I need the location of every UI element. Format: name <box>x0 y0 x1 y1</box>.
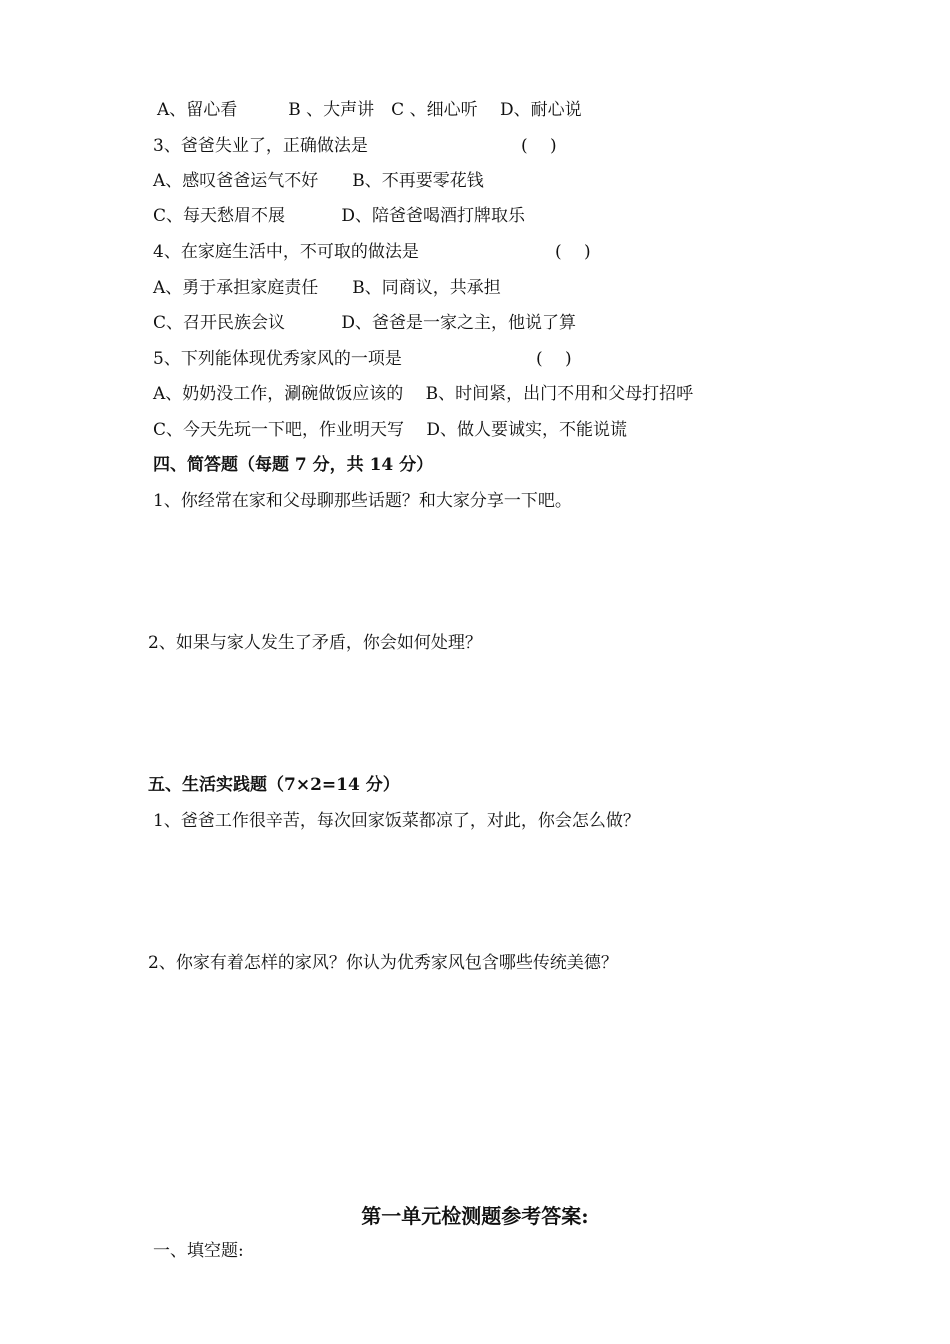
q5-options-cd: C、今天先玩一下吧，作业明天写 D、做人要诚实，不能说谎 <box>153 420 628 440</box>
q4-options-ab: A、勇于承担家庭责任 B、同商议，共承担 <box>153 278 501 298</box>
answers-title: 第一单元检测题参考答案: <box>361 1204 589 1228</box>
q2-options: A、留心看 B 、大声讲 C 、细心听 D、耐心说 <box>157 100 582 120</box>
answers-subsection-1: 一、填空题: <box>153 1241 244 1261</box>
q3-answer-blank: ( ) <box>521 136 557 156</box>
q5-answer-blank: ( ) <box>536 349 572 369</box>
section4-q1: 1、你经常在家和父母聊那些话题？和大家分享一下吧。 <box>153 491 572 511</box>
q5-options-ab: A、奶奶没工作，涮碗做饭应该的 B、时间紧，出门不用和父母打招呼 <box>153 384 694 404</box>
q4-options-cd: C、召开民族会议 D、爸爸是一家之主，他说了算 <box>153 313 577 333</box>
section5-q2: 2、你家有着怎样的家风？你认为优秀家风包含哪些传统美德？ <box>148 953 618 973</box>
q3-options-cd: C、每天愁眉不展 D、陪爸爸喝酒打牌取乐 <box>153 206 526 226</box>
section5-title: 五、生活实践题（7×2=14 分） <box>148 775 400 795</box>
section5-q1: 1、爸爸工作很辛苦，每次回家饭菜都凉了，对此，你会怎么做？ <box>153 811 640 831</box>
q3-stem: 3、爸爸失业了，正确做法是 <box>153 136 368 156</box>
section4-q2: 2、如果与家人发生了矛盾，你会如何处理？ <box>148 633 482 653</box>
q4-answer-blank: ( ) <box>555 242 591 262</box>
q5-stem: 5、下列能体现优秀家风的一项是 <box>153 349 402 369</box>
section4-title: 四、简答题（每题 7 分，共 14 分） <box>153 455 434 475</box>
q4-stem: 4、在家庭生活中，不可取的做法是 <box>153 242 419 262</box>
q3-options-ab: A、感叹爸爸运气不好 B、不再要零花钱 <box>153 171 484 191</box>
